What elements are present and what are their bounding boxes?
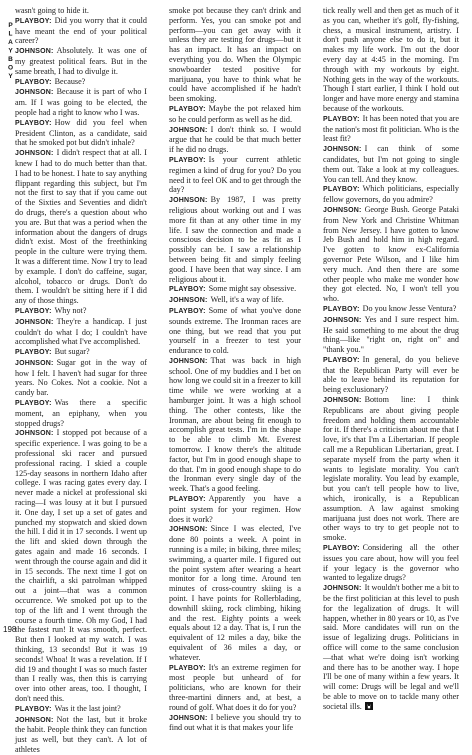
paragraph-text: I believe you should try to find out what it is that makes your life [169, 712, 301, 733]
speaker-label: PLAYBOY: [169, 156, 206, 164]
speaker-label: PLAYBOY: [169, 105, 206, 113]
speaker-label: JOHNSON: [15, 430, 54, 438]
interview-paragraph [15, 16, 147, 46]
paragraph-text: It has been noted that you are the nation's most fit politician. Who is the least fit? [323, 113, 459, 144]
paragraph-text: Why not? [54, 305, 87, 315]
interview-paragraph [15, 428, 147, 703]
interview-paragraph [169, 125, 301, 155]
speaker-label: PLAYBOY: [169, 496, 206, 504]
interview-paragraph [169, 663, 301, 713]
paragraph-text: It wouldn't bother me a bit to be the first politician at this level to push for the legalization of drugs. It will happen, whether in 80 years or 10, as I've said. More candidates will run on the issue of legalizing drugs. Politicians in office will come to the same conclusion—that what we're doing isn't working and there has to be another way. I hope I'll be one of many within a few years. It will come: Drugs will be legal and we'll be able to move on to tackle many other societal ills. [323, 583, 459, 711]
interview-paragraph [15, 118, 147, 148]
speaker-label: JOHNSON: [169, 126, 208, 134]
interview-paragraph [169, 524, 301, 662]
paragraph-text: Some of what you've done sounds extreme. The Ironman races are one thing, but we read that you put yourself in a freezer to test your endurance to cold. [169, 305, 301, 356]
speaker-label: JOHNSON: [323, 585, 362, 593]
speaker-label: JOHNSON: [323, 316, 362, 324]
interview-paragraph [169, 494, 301, 524]
paragraph-text: Sugar got in the way of how I felt. I haven't had sugar for three years. No Cokes. Not a cookie. Not a candy bar. [15, 357, 147, 398]
paragraph-text: Well, it's a way of life. [210, 295, 284, 305]
paragraph-text: Do you know Jesse Ventura? [362, 303, 457, 313]
paragraph-text: Since I was elected, I've done 80 points a week. A point in running is a mile; in biking, three miles; swimming, a quarter mile. I figured out the point system after wearing a heart monitor for a long time. Around ten minutes of cross-country skiing is a point. I have points for Rollerblading, downhill skiing, rock climbing, hiking and the rest. Eighty points a week equals about 12 a day. That is, I run the equivalent of 12 miles a day, bike the equivalent of 36 miles a day, or whatever. [169, 524, 301, 662]
interview-paragraph [323, 6, 459, 114]
speaker-label: PLAYBOY: [323, 115, 360, 123]
speaker-label: JOHNSON: [169, 714, 208, 722]
speaker-label: PLAYBOY: [15, 17, 52, 25]
speaker-label: JOHNSON: [15, 150, 54, 158]
running-head: PLAYBOY [7, 22, 14, 82]
paragraph-text: That was back in high school. One of my buddies and I bet on how long we could sit in a freezer to kill time while we were working at a hamburger joint. It was a high school thing. The other contests, like the Ironman, are about being fit enough to accomplish great tests. I'm in the shape to be able to climb Mt. Everest tomorrow. I know there's the altitude factor, but I'm in good enough shape to do that. I'm in good enough shape to do the Ironman every single day of the week. That's a good feeling. [169, 355, 301, 494]
interview-paragraph [169, 195, 301, 284]
interview-paragraph [169, 284, 301, 295]
speaker-label: JOHNSON: [15, 716, 54, 724]
speaker-label: JOHNSON: [15, 89, 54, 97]
interview-paragraph [169, 155, 301, 195]
interview-paragraph [15, 148, 147, 306]
interview-paragraph [323, 395, 459, 543]
interview-paragraph [15, 77, 147, 88]
speaker-label: JOHNSON: [169, 357, 208, 365]
interview-paragraph [169, 6, 301, 104]
interview-paragraph [15, 317, 147, 347]
speaker-label: JOHNSON: [15, 318, 54, 326]
interview-paragraph [323, 205, 459, 304]
interview-paragraph [323, 144, 459, 184]
bunny-end-mark-icon [365, 702, 373, 710]
speaker-label: JOHNSON: [169, 197, 208, 205]
speaker-label: PLAYBOY: [15, 400, 52, 408]
paragraph-text: Yes and I sure respect him. He said something to me about the drug thing—like "right on, right on" and "thank you." [323, 314, 459, 355]
speaker-label: PLAYBOY: [15, 119, 52, 127]
interview-paragraph [15, 87, 147, 117]
paragraph-text: Because it is part of who I am. If I was going to be elected, the people had a right to know who I was. [15, 87, 147, 117]
paragraph-text: In general, do you believe that the Republican Party will ever be able to leave behind its reputation for being exclusionary? [323, 354, 459, 395]
paragraph-text: Is your current athletic regimen a kind of drug for you? Do you need it to feel OK and to get through the day? [169, 154, 301, 195]
speaker-label: PLAYBOY: [323, 305, 360, 313]
paragraph-text: Did you worry that it could have meant the end of your political career? [15, 15, 147, 46]
interview-paragraph [169, 295, 301, 306]
interview-paragraph [15, 715, 147, 755]
speaker-label: JOHNSON: [169, 297, 208, 305]
speaker-label: PLAYBOY: [15, 307, 52, 315]
interview-paragraph [15, 306, 147, 317]
interview-paragraph [169, 356, 301, 494]
interview-paragraph [323, 583, 459, 711]
interview-paragraph [169, 104, 301, 125]
text-column-1 [15, 6, 147, 754]
paragraph-text: I can think of some candidates, but I'm not going to single them out. Take a look at my colleagues. You can tell. And they know. [323, 144, 459, 184]
paragraph-text: Considering all the other issues you care about, how will you feel if your legacy is the governor who wanted to legalize drugs? [323, 543, 459, 583]
speaker-label: PLAYBOY: [169, 664, 206, 672]
paragraph-text: But sugar? [54, 347, 90, 357]
interview-paragraph [15, 46, 147, 76]
interview-paragraph [323, 355, 459, 395]
paragraph-text: wasn't going to hide it. [15, 6, 89, 15]
paragraph-text: They're a handicap. I just couldn't do what I do; I couldn't have accomplished what I've accomplished. [15, 316, 147, 347]
interview-paragraph [323, 184, 459, 205]
paragraph-text: Bottom line: I think Republicans are about giving people freedom and holding them accountable for it. If there's a criticism about me that I love, it's that I'm a Libertarian. If people call me a Republican Libertarian, great. I separate myself from the party when it wants to legislate morality. You can't legislate morality. You lead by example, but you can't tell people how to live, which, ironically, is a Republican assumption. A law against smoking marijuana just does not work. There are other ways to try to get people not to smoke. [323, 395, 459, 543]
paragraph-text: tick really well and then get as much of it as you can, whether it's golf, fly-fishing, chess, a musical instrument, artistry. I don't push anyone else to do it, but it makes my life work. I'm out the door every day at 4:45 in the morning. I'm through with my workouts by eight. Nothing gets in the way of the workouts. Though I start earlier, I think I hold out longer and have more energy and stamina because of the workouts. [323, 6, 459, 113]
paragraph-text: Was it the last joint? [54, 703, 121, 713]
paragraph-text: By 1987, I was pretty religious about working out and I was more fit than at any other time in my life. I saw the connection and made a conscious decision to be as fit as I possibly can be. I saw a relationship between being fit and simply feeling good. I have been that way since. I am religious about it. [169, 195, 301, 284]
paragraph-text: Some might say obsessive. [208, 284, 297, 294]
paragraph-text: It's an extreme regimen for most people but unheard of for politicians, who are known for their three-martini dinners and, at best, a round of golf. What does it do for you? [169, 662, 301, 712]
speaker-label: PLAYBOY: [323, 356, 360, 364]
speaker-label: PLAYBOY: [323, 545, 360, 553]
speaker-label: JOHNSON: [323, 146, 362, 154]
interview-paragraph [169, 306, 301, 356]
interview-paragraph [15, 347, 147, 358]
speaker-label: JOHNSON: [15, 48, 54, 56]
paragraph-text: Not the last, but it broke the habit. People think they can function just as well, but they can't. A lot of athletes [15, 714, 147, 754]
speaker-label: PLAYBOY: [323, 186, 360, 194]
text-column-3 [323, 6, 459, 711]
speaker-label: PLAYBOY: [169, 307, 206, 315]
paragraph-text: Absolutely. It was one of my greatest political fears. But in the same breath, I had to divulge it. [15, 46, 147, 76]
paragraph-text: How did you feel when President Clinton, as a candidate, said that he smoked pot but didn't inhale? [15, 117, 147, 148]
interview-paragraph [323, 543, 459, 583]
interview-paragraph [15, 6, 147, 16]
paragraph-text: smoke pot because they can't drink and perform. Yes, you can smoke pot and perform—you can get away with it unless they are testing for drugs—but it has an impact. It has an impact on everything you do. When the Olympic snowboarder tested positive for marijuana, you have to think what he could have accomplished if he hadn't been smoking. [169, 6, 301, 104]
paragraph-text: I stopped pot because of a specific experience. I was going to be a professional ski racer and pursued professional racing. I skied a couple 125-day seasons in northern Idaho after college. I was racing gates every day. I never made a nickel at professional ski racing—I was lousy at it but I pursued it. One day, I set up a set of gates and punched my stopwatch and skied down the hill. I did it in 17 seconds. I went up the lift and skied down through the gates again and made 16 seconds. I went through the course again and did it in 15 seconds. The next time I got on the chairlift, a ski patrolman whipped out a joint—that was a common occurrence. We smoked pot up to the top of the lift and I went through the course a fourth time. Oh my God, I had the fastest run! It was smooth, perfect. But then I looked at my watch. I was thinking, 13 seconds! But it was 19 seconds! Whoa! It was a revelation. If I did 19 and thought I was so much faster than I really was, then this is carrying over into other areas, too. I thought, I don't need this. [15, 428, 147, 703]
interview-paragraph [15, 358, 147, 398]
interview-paragraph [323, 304, 459, 315]
paragraph-text: Which politicians, especially fellow governors, do you admire? [323, 184, 459, 205]
speaker-label: PLAYBOY: [169, 286, 206, 294]
page-number: 198 [3, 625, 17, 634]
paragraph-text: Was there a specific moment, an epiphany, when you stopped drugs? [15, 398, 147, 428]
paragraph-text: Maybe the pot relaxed him so he could perform as well as he did. [169, 103, 301, 124]
speaker-label: JOHNSON: [323, 206, 362, 214]
interview-paragraph [323, 114, 459, 144]
paragraph-text: Because? [54, 76, 86, 86]
interview-paragraph [169, 713, 301, 734]
paragraph-text: I don't think so. I would argue that he could be that much better if he did no drugs. [169, 124, 301, 155]
paragraph-text: I didn't respect that at all. I knew I had to do much better than that. I had to be honest. I hate to say anything flippant regarding this subject, but I'm not the first to say that if you came out of the Sixties and Seventies and didn't do drugs, there's a question about who you are. But that was a period when the information about the dangers of drugs didn't exist. Most of the freethinking people in the culture were trying them. It was a different time. Now I try to lead by example. I don't do caffeine, sugar, alcohol, tobacco or drugs. Don't do them. I wouldn't be sitting here if I did any of those things. [15, 148, 147, 306]
interview-paragraph [15, 704, 147, 715]
paragraph-text: Apparently you have a point system for your regimen. How does it work? [169, 494, 301, 524]
paragraph-text: George Bush. George Pataki from New York and Christine Whitman from New Jersey. I have gotten to know Jeb Bush and hold him in high regard. I've gotten to know ex-California governor Pete Wilson, and I like him very much. And then there are some other people who make me wonder how they got elected. No, I won't tell you who. [323, 204, 459, 304]
text-column-2 [169, 6, 301, 733]
speaker-label: PLAYBOY: [15, 349, 52, 357]
speaker-label: PLAYBOY: [15, 705, 52, 713]
speaker-label: JOHNSON: [323, 397, 362, 405]
speaker-label: JOHNSON: [15, 359, 54, 367]
interview-paragraph [323, 315, 459, 355]
speaker-label: PLAYBOY: [15, 78, 52, 86]
interview-paragraph [15, 398, 147, 428]
speaker-label: JOHNSON: [169, 526, 208, 534]
